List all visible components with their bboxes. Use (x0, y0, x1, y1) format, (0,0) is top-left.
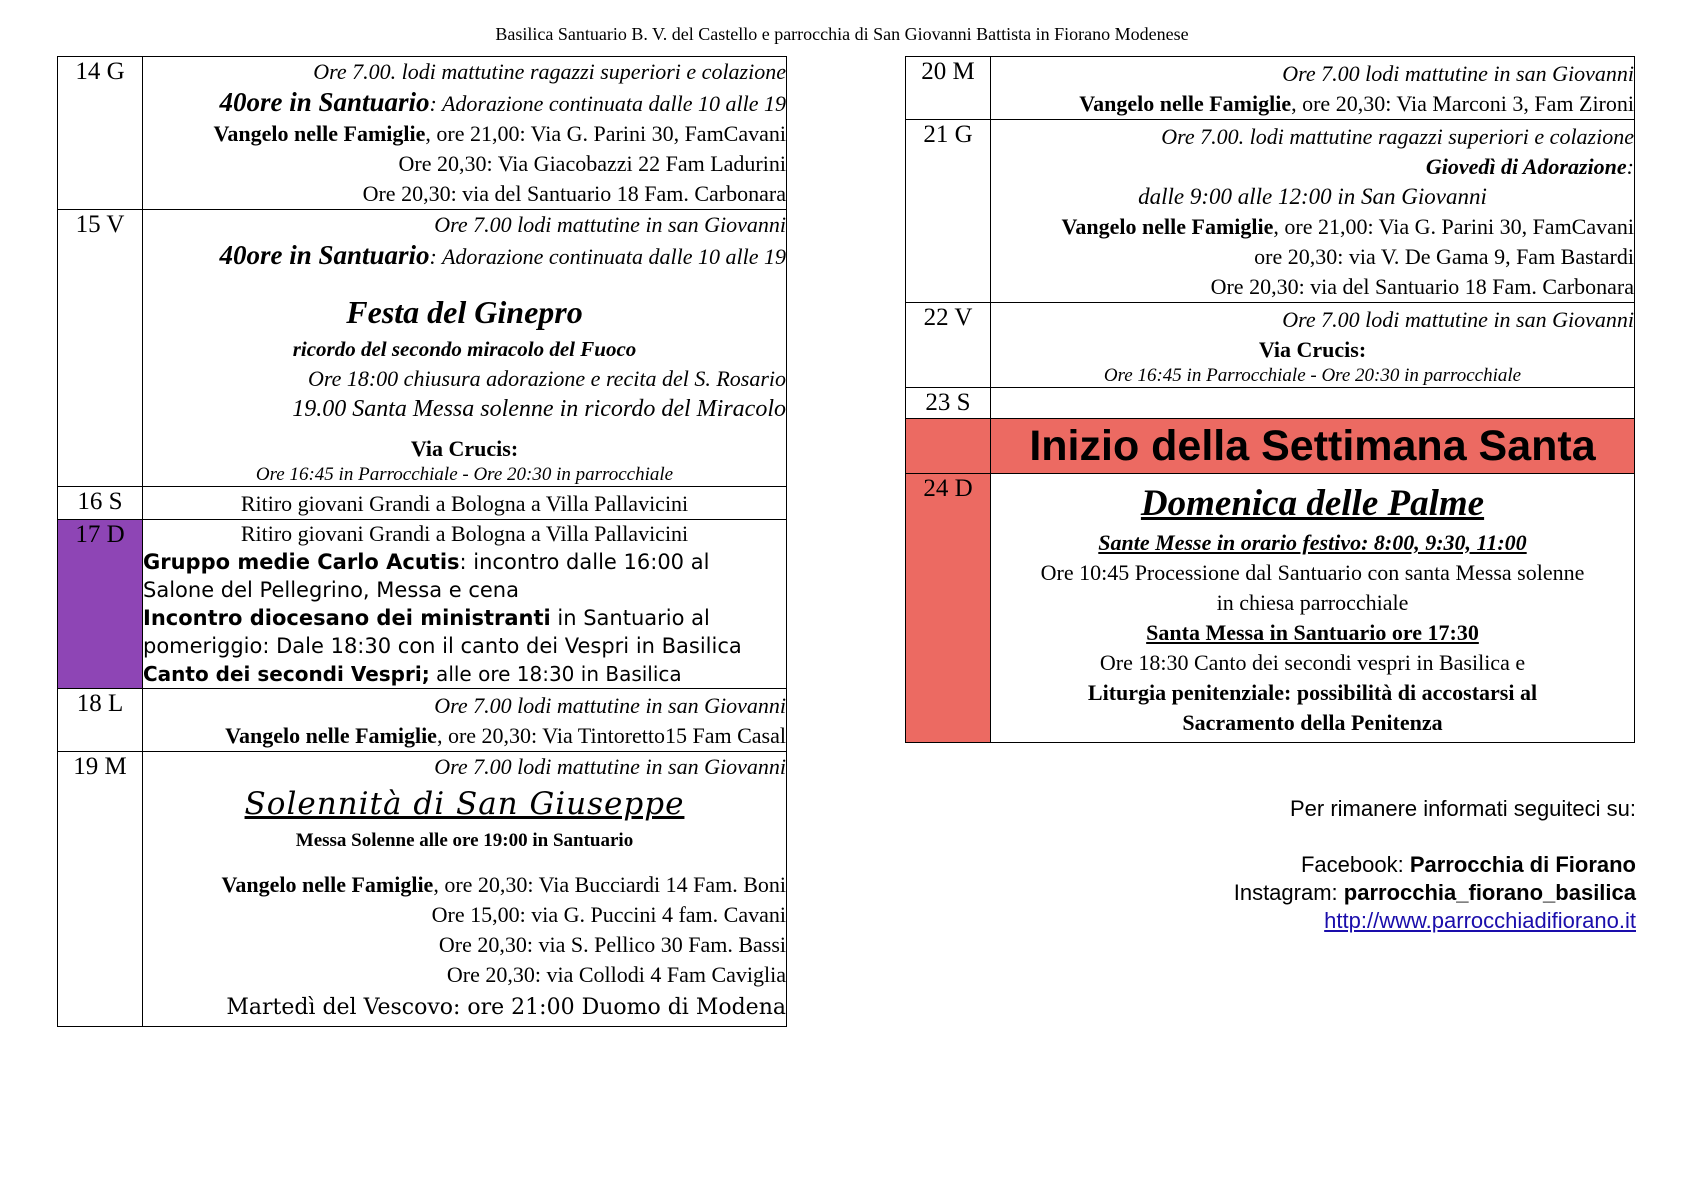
event-line: Ore 10:45 Processione dal Santuario con santa Messa solenne in chiesa parrocchiale (1040, 560, 1585, 615)
day-label: 18 L (58, 689, 143, 752)
day-events (991, 120, 1635, 303)
event-line (143, 87, 786, 119)
day-row-23 (906, 388, 1635, 419)
day-row-19 (58, 752, 787, 1027)
adoration-title: Giovedì di Adorazione (1425, 154, 1627, 179)
via-crucis-title: Via Crucis: (1258, 337, 1367, 362)
event-line: Ore 18:00 chiusura adorazione e recita del S. Rosario (307, 366, 786, 391)
event-line: 19.00 Santa Messa solenne in ricordo del Miracolo (292, 396, 786, 422)
event-line: Ritiro giovani Grandi a Bologna a Villa Pallavicini (240, 521, 689, 546)
holy-week-banner-row (906, 419, 1635, 474)
facebook-label: Facebook: (1300, 852, 1410, 877)
event-line: Ore 7.00 lodi mattutine in san Giovanni (434, 693, 786, 718)
day-label: 17 D (58, 520, 143, 689)
gospel-label: Vangelo nelle Famiglie (1079, 91, 1292, 116)
gospel-label: Vangelo nelle Famiglie (1061, 214, 1274, 239)
facebook-line (1036, 851, 1636, 879)
palm-sunday-title: Domenica delle Palme (1140, 483, 1485, 524)
event-line: Martedì del Vescovo: ore 21:00 Duomo di Modena (226, 995, 786, 1020)
day-row-18 (58, 689, 787, 752)
day-events (991, 57, 1635, 120)
gospel-detail: , ore 20,30: Via Bucciardi 14 Fam. Boni (433, 872, 786, 897)
event-line: Ore 20,30: via S. Pellico 30 Fam. Bassi (438, 932, 786, 957)
vespri-label: Canto dei secondi Vespri; (143, 662, 430, 686)
spacer (143, 856, 786, 870)
event-line: Ore 20,30: Via Giacobazzi 22 Fam Ladurini (398, 151, 786, 176)
day-label: 16 S (58, 487, 143, 520)
day-label: 20 M (906, 57, 991, 120)
facebook-name: Parrocchia di Fiorano (1409, 852, 1636, 877)
event-line: Ore 20,30: via del Santuario 18 Fam. Carbonara (1210, 274, 1634, 299)
event-line (991, 212, 1634, 242)
event-line: Ore 7.00. lodi mattutine ragazzi superiori e colazione (1161, 124, 1634, 149)
adoration-title: 40ore in Santuario (219, 87, 430, 117)
event-line: Ore 7.00. lodi mattutine ragazzi superiori e colazione (313, 59, 786, 84)
spacer (143, 272, 786, 290)
event-line: Ore 18:30 Canto dei secondi vespri in Basilica e (1099, 650, 1526, 675)
website-link[interactable]: http://www.parrocchiadifiorano.it (1324, 908, 1636, 933)
event-line: Ore 7.00 lodi mattutine in san Giovanni (1282, 61, 1634, 86)
via-crucis-times: Ore 16:45 in Parrocchiale - Ore 20:30 in parrocchiale (1103, 365, 1522, 386)
event-line: Ore 7.00 lodi mattutine in san Giovanni (434, 754, 786, 779)
day-events (143, 487, 787, 520)
day-events (991, 474, 1635, 743)
day-row-22 (906, 303, 1635, 388)
spacer (143, 424, 786, 434)
event-line: Liturgia penitenziale: possibilità di accostarsi al Sacramento della Penitenza (1087, 680, 1538, 735)
day-row-16 (58, 487, 787, 520)
day-label: 23 S (906, 388, 991, 419)
spacer (1036, 823, 1636, 851)
day-row-21 (906, 120, 1635, 303)
day-events (991, 303, 1635, 388)
day-row-20 (906, 57, 1635, 120)
gospel-detail: , ore 20,30: Via Tintoretto15 Fam Casal (436, 723, 786, 748)
day-label: 14 G (58, 57, 143, 210)
day-events (143, 210, 787, 487)
gospel-label: Vangelo nelle Famiglie (213, 121, 426, 146)
event-line: Santa Messa in Santuario ore 17:30 (1146, 620, 1479, 645)
gospel-label: Vangelo nelle Famiglie (221, 872, 434, 897)
event-line (143, 548, 786, 604)
festa-subtitle: ricordo del secondo miracolo del Fuoco (292, 337, 637, 361)
festa-title: Festa del Ginepro (346, 294, 583, 330)
day-label: 22 V (906, 303, 991, 388)
ministranti-detail: in Santuario al pomeriggio: Dale 18:30 con il canto dei Vespri in Basilica (143, 606, 742, 658)
via-crucis-times: Ore 16:45 in Parrocchiale - Ore 20:30 in parrocchiale (255, 464, 674, 485)
via-crucis-title: Via Crucis: (410, 436, 519, 461)
event-line (143, 721, 786, 751)
day-events (143, 520, 787, 689)
vespri-detail: alle ore 18:30 in Basilica (429, 662, 682, 686)
day-label-empty (906, 419, 991, 474)
event-line: Messa Solenne alle ore 19:00 in Santuario (295, 830, 634, 851)
gospel-detail: , ore 20,30: Via Marconi 3, Fam Zironi (1291, 91, 1634, 116)
social-footer (1036, 795, 1636, 935)
gospel-label: Vangelo nelle Famiglie (225, 723, 437, 748)
event-line (143, 660, 786, 688)
calendar-left (57, 56, 787, 1027)
instagram-name: parrocchia_fiorano_basilica (1343, 880, 1636, 905)
day-row-17 (58, 520, 787, 689)
day-label: 15 V (58, 210, 143, 487)
adoration-title: 40ore in Santuario (219, 240, 430, 270)
day-label: 19 M (58, 752, 143, 1027)
event-line: Sante Messe in orario festivo: 8:00, 9:30, 11:00 (1098, 530, 1527, 555)
day-events (143, 752, 787, 1027)
event-line: Ore 7.00 lodi mattutine in san Giovanni (434, 212, 786, 237)
adoration-detail: : Adorazione continuata dalle 10 alle 19 (429, 91, 786, 116)
gospel-detail: , ore 21,00: Via G. Parini 30, FamCavani (425, 121, 786, 146)
day-events (143, 57, 787, 210)
event-line (991, 89, 1634, 119)
solemnity-title: Solennità di San Giuseppe (244, 786, 685, 822)
event-line: Ritiro giovani Grandi a Bologna a Villa Pallavicini (240, 491, 689, 516)
instagram-line (1036, 879, 1636, 907)
group-detail: : incontro dalle 16:00 al Salone del Pellegrino, Messa e cena (143, 550, 710, 602)
punctuation: : (1626, 154, 1634, 179)
day-label: 24 D (906, 474, 991, 743)
event-line: dalle 9:00 alle 12:00 in San Giovanni (1138, 184, 1487, 209)
gospel-detail: , ore 21,00: Via G. Parini 30, FamCavani (1273, 214, 1634, 239)
event-line (991, 152, 1634, 182)
event-line (143, 870, 786, 900)
day-row-24 (906, 474, 1635, 743)
event-line (143, 604, 786, 660)
day-label: 21 G (906, 120, 991, 303)
event-line: ore 20,30: via V. De Gama 9, Fam Bastardi (1254, 244, 1634, 269)
document-header: Basilica Santuario B. V. del Castello e parrocchia di San Giovanni Battista in Fiorano Modenese (495, 24, 1189, 44)
event-line: Ore 20,30: via del Santuario 18 Fam. Carbonara (362, 181, 786, 206)
event-line: Ore 7.00 lodi mattutine in san Giovanni (1282, 307, 1634, 332)
event-line: Ore 15,00: via G. Puccini 4 fam. Cavani (431, 902, 786, 927)
event-line (143, 240, 786, 272)
instagram-label: Instagram: (1233, 880, 1344, 905)
event-line (143, 119, 786, 149)
day-row-15 (58, 210, 787, 487)
day-events (991, 388, 1635, 419)
ministranti-label: Incontro diocesano dei ministranti (143, 606, 551, 630)
event-line: Ore 20,30: via Collodi 4 Fam Caviglia (446, 962, 786, 987)
footer-intro: Per rimanere informati seguiteci su: (1289, 796, 1636, 821)
calendar-right (905, 56, 1635, 743)
day-row-14 (58, 57, 787, 210)
group-label: Gruppo medie Carlo Acutis (143, 550, 460, 574)
day-events (143, 689, 787, 752)
adoration-detail: : Adorazione continuata dalle 10 alle 19 (429, 244, 786, 269)
holy-week-banner: Inizio della Settimana Santa (991, 419, 1635, 474)
